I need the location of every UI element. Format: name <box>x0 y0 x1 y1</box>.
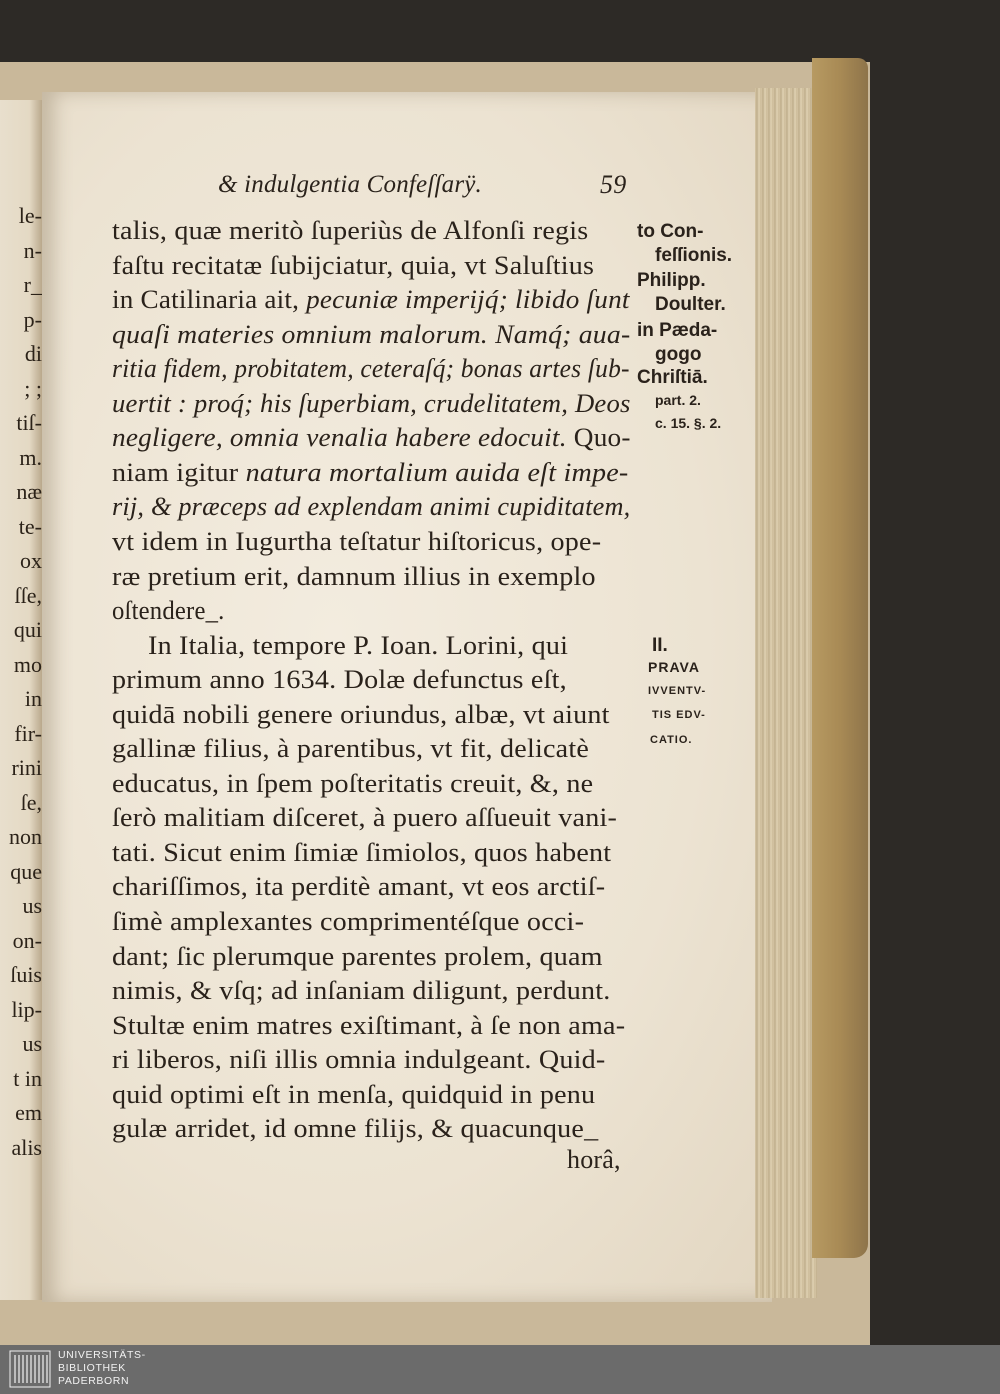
text-line <box>112 561 596 591</box>
text-line <box>112 805 617 831</box>
text-line <box>112 356 630 382</box>
margin-note-line: c. 15. §. 2. <box>655 415 722 431</box>
roman-span: quid optimi eſt in menſa, quidquid in penu <box>112 1079 596 1109</box>
roman-span: Quo- <box>566 423 631 453</box>
roman-span: niam igitur <box>112 457 246 487</box>
text-line <box>112 287 630 313</box>
text-line <box>112 909 584 935</box>
text-line <box>112 978 611 1004</box>
prev-page-fragment: que <box>10 858 42 884</box>
italic-span: negligere, omnia venalia habere edocuit. <box>112 423 567 453</box>
roman-span: faſtu recitatæ ſubijciatur, quia, vt Saluſtius <box>112 250 595 280</box>
running-head: & indulgentia Confeſſarÿ. <box>218 171 483 198</box>
text-line <box>112 494 630 520</box>
prev-page-fragment: lip- <box>11 996 42 1022</box>
page-number: 59 <box>600 170 627 199</box>
italic-span: rij, & præceps ad explendam animi cupiditatem, <box>112 492 631 522</box>
library-name-line-3: PADERBORN <box>58 1375 130 1387</box>
prev-page-fragment: p- <box>23 306 42 332</box>
text-line <box>112 1010 626 1040</box>
prev-page-fragment: qui <box>13 617 42 642</box>
roman-span: dant; ſic plerumque parentes prolem, quam <box>112 941 603 971</box>
library-name-line-1: UNIVERSITÄTS- <box>58 1349 146 1361</box>
text-line <box>112 218 588 244</box>
prev-page-fragment: em <box>15 1100 42 1125</box>
prev-page-fragment: ; ; <box>24 375 42 401</box>
library-name-line-2: BIBLIOTHEK <box>58 1362 126 1374</box>
roman-span: educatus, in ſpem poſteritatis creuit, &, ne <box>112 768 594 798</box>
roman-span: ſimè amplexantes comprimentéſque occi- <box>112 907 585 936</box>
margin-note-line: Chriſtiā. <box>637 367 708 388</box>
italic-span: pecuniæ imperijq́; libido ſunt <box>306 285 630 315</box>
italic-span: uertit : proq́; his ſuperbiam, crudelitatem, Deos <box>112 388 631 418</box>
text-line <box>112 1116 598 1142</box>
text-line <box>112 425 631 451</box>
text-line <box>112 250 595 280</box>
prev-page-fragment: t in <box>13 1065 42 1091</box>
section-note-line: PRAVA <box>648 659 700 675</box>
text-line <box>112 1047 605 1073</box>
prev-page-fragment: alis <box>11 1134 42 1160</box>
text-line <box>112 1079 596 1109</box>
prev-page-fragment: ſuis <box>10 962 42 987</box>
catchword: horâ, <box>567 1145 621 1174</box>
text-line <box>112 598 225 624</box>
prev-page-fragment: le- <box>18 203 42 228</box>
page-block-edge <box>755 88 817 1298</box>
roman-span: primum anno 1634. Dolæ defunctus eſt, <box>112 665 567 695</box>
prev-page-fragment: r_ <box>23 272 42 297</box>
text-line <box>112 526 602 556</box>
prev-page-fragment: us <box>22 1031 42 1056</box>
prev-page-fragment: on- <box>12 927 42 953</box>
prev-page-fragment: in <box>24 686 42 711</box>
prev-page-fragment: rini <box>11 755 42 780</box>
section-note-line: II. <box>652 635 668 656</box>
italic-span: ritia fidem, probitatem, ceteraſq́; bonas artes ſub- <box>112 354 630 384</box>
prev-page-fragment: n- <box>23 237 42 263</box>
prev-page-fragment: mo <box>13 651 42 677</box>
previous-page-edge <box>0 100 42 1300</box>
margin-note-line: gogo <box>655 344 702 365</box>
roman-span: talis, quæ meritò ſuperiùs de Alfonſi regis <box>112 216 589 245</box>
text-line <box>112 837 612 867</box>
roman-span: quidā nobili genere oriundus, albæ, vt aiunt <box>112 699 610 729</box>
margin-note-line: part. 2. <box>655 392 701 408</box>
roman-span: in Catilinaria ait, <box>112 285 307 315</box>
roman-span: Stultæ enim matres exiſtimant, à ſe non ama- <box>112 1010 626 1040</box>
roman-span: gallinæ filius, à parentibus, vt fit, delicatè <box>112 734 590 764</box>
prev-page-fragment: fir- <box>14 720 42 746</box>
text-line <box>112 941 603 971</box>
margin-note-line: Philipp. <box>637 270 706 291</box>
text-line <box>112 667 567 693</box>
prev-page-fragment: ſe, <box>20 789 42 815</box>
roman-span: nimis, & vſq; ad inſaniam diligunt, perdunt. <box>112 976 611 1006</box>
roman-span: tati. Sicut enim ſimiæ ſimiolos, quos habent <box>112 837 612 867</box>
text-line <box>112 457 629 487</box>
roman-span: In Italia, tempore P. Ioan. Lorini, qui <box>148 630 569 660</box>
text-line <box>112 388 631 418</box>
margin-note-line: to Con- <box>637 221 704 242</box>
roman-span: vt idem in Iugurtha teſtatur hiſtoricus, ope- <box>112 526 602 556</box>
prev-page-fragment: us <box>22 893 42 918</box>
text-line <box>112 736 589 762</box>
roman-span: ſerò malitiam diſceret, à puero aſſueuit vani- <box>112 803 618 833</box>
italic-span: quaſi materies omnium malorum. Namq́; aua- <box>112 319 631 349</box>
prev-page-fragment: di <box>24 341 42 366</box>
prev-page-fragment: næ <box>16 479 42 504</box>
text-line <box>112 768 594 798</box>
prev-page-fragment: tiſ- <box>16 410 42 435</box>
section-note-line: IVVENTV- <box>648 685 707 697</box>
text-line <box>148 630 569 660</box>
roman-span: ri liberos, niſi illis omnia indulgeant. Quid- <box>112 1045 606 1075</box>
library-name <box>58 1349 146 1388</box>
prev-page-fragment: m. <box>19 444 42 470</box>
book-cover-edge <box>812 58 868 1258</box>
section-note-line: CATIO. <box>650 734 693 746</box>
section-note-line: TIS EDV- <box>652 709 706 721</box>
prev-page-fragment: ox <box>20 548 42 573</box>
text-line <box>112 319 631 349</box>
prev-page-fragment: ſſe, <box>14 582 42 608</box>
text-line <box>112 874 605 900</box>
library-footer <box>0 1345 1000 1394</box>
roman-span: ræ pretium erit, damnum illius in exemplo <box>112 561 596 591</box>
prev-page-fragment: non <box>9 824 42 849</box>
margin-note-line: in Pæda- <box>637 320 718 341</box>
margin-note-line: Doulter. <box>655 294 726 315</box>
margin-note-line: feſſionis. <box>655 245 733 266</box>
prev-page-fragment: te- <box>18 513 42 539</box>
roman-span: gulæ arridet, id omne filijs, & quacunque_ <box>112 1114 599 1144</box>
roman-span: oſtendere_. <box>112 596 225 626</box>
library-logo-icon <box>8 1349 52 1389</box>
roman-span: chariſſimos, ita perditè amant, vt eos arctiſ- <box>112 872 606 902</box>
italic-span: natura mortalium auida eſt impe- <box>245 457 629 487</box>
text-line <box>112 699 610 729</box>
